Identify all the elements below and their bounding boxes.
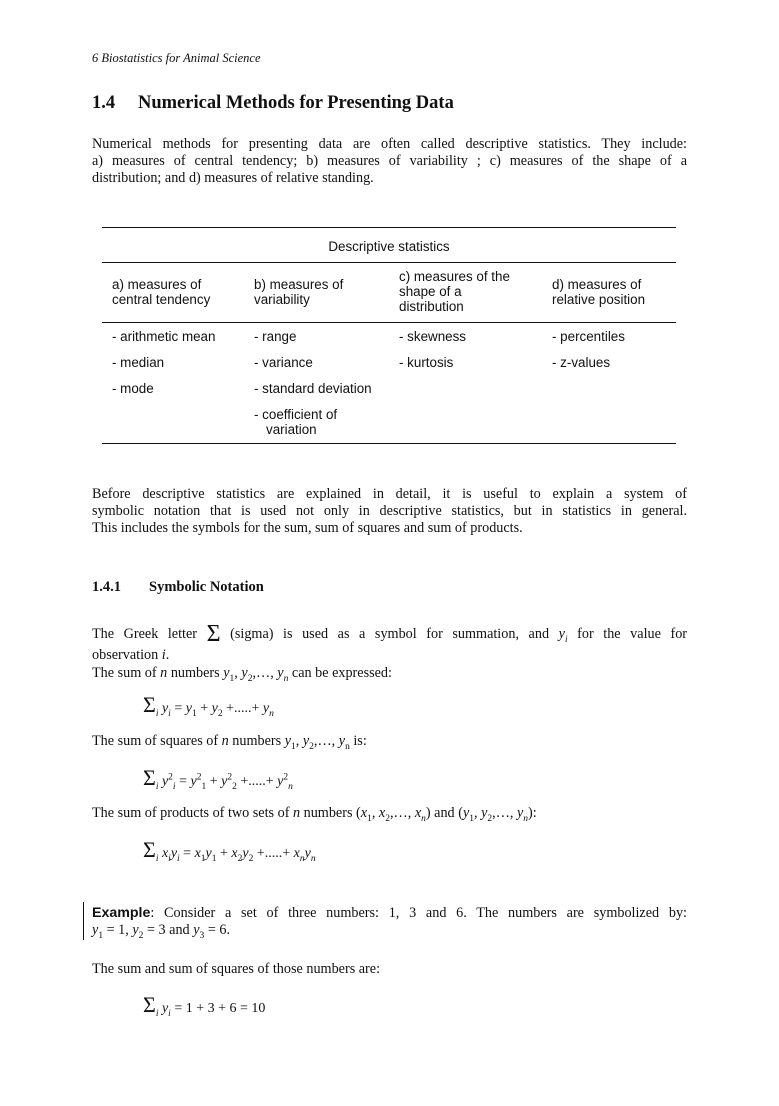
table-cell: - median — [112, 355, 165, 370]
table-cell: - range — [254, 329, 297, 344]
table-header-variability: b) measures of variability — [254, 277, 344, 307]
table-bottom-rule — [102, 443, 676, 444]
intro-paragraph — [92, 136, 687, 187]
sigma-symbol: Σ — [206, 621, 221, 647]
running-header: 6 Biostatistics for Animal Science — [92, 51, 261, 65]
table-cell: - standard deviation — [254, 381, 372, 396]
example-values-line: $y_1 = 1$, $y_2 = 3$ and $y_3 = 6$. — [92, 922, 231, 941]
section-number: 1.4 — [92, 93, 116, 113]
table-header-position: d) measures of relative position — [552, 277, 646, 307]
table-header-central: a) measures of central tendency — [112, 277, 211, 307]
intro-line: distribution; and d) measures of relative standing. — [92, 170, 374, 186]
example-sum-formula: $\Sigma_i$ $y_i = 1 + 3 + 6 = 10$ — [143, 992, 266, 1019]
section-title-text: Numerical Methods for Presenting Data — [138, 93, 454, 113]
table-top-rule — [102, 227, 676, 228]
products-formula: $\Sigma_i$ $x_iy_i = x_1y_1 + x_2y_2$ +.....+ $x_ny_n$ — [143, 837, 316, 864]
subsection-title — [92, 579, 264, 596]
table-cell: - kurtosis — [399, 355, 454, 370]
sum-intro-line: The sum of n numbers $y_1$, $y_2,\dots$, $y_n$ can be expressed: — [92, 665, 392, 684]
table-cell: - mode — [112, 381, 154, 396]
table-cell: - z-values — [552, 355, 611, 370]
table-cell: - variance — [254, 355, 313, 370]
table-cell: - percentiles — [552, 329, 625, 344]
example-label: Example — [92, 905, 151, 921]
squares-intro: The sum of squares of n numbers $y_1$, $y_2,\dots$, $y_n$ is: — [92, 733, 367, 752]
sum-formula: $\Sigma_i$ $y_i = y_1 + y_2$ +.....+ $y_n$ — [143, 692, 274, 719]
subsection-title-text: Symbolic Notation — [149, 579, 264, 595]
example-line: Example: Consider a set of three numbers: 1, 3 and 6. The numbers are symbolized by: — [92, 905, 687, 921]
squares-formula: $\Sigma_i$ $y^2_i = y^2_1 + y^2_2$ +.....+ $y^2_n$ — [143, 765, 293, 792]
table-body-rule — [102, 322, 676, 323]
before-line: Before descriptive statistics are explained in detail, it is useful to explain a system of — [92, 486, 687, 502]
example-sum-intro: The sum and sum of squares of those numbers are: — [92, 961, 381, 977]
table-title: Descriptive statistics — [328, 239, 450, 254]
sigma-paragraph — [92, 622, 687, 682]
sigma-line: The Greek letter Σ (sigma) is used as a symbol for summation, and $y_i$ for the value for — [92, 621, 688, 647]
observation-line: observation i. — [92, 647, 170, 663]
intro-line: Numerical methods for presenting data are often called descriptive statistics. They include: — [92, 136, 687, 152]
example-margin-bar — [83, 902, 84, 940]
table-cell: - arithmetic mean — [112, 329, 216, 344]
products-intro: The sum of products of two sets of n numbers ($x_1$, $x_2,\dots$, $x_n$) and ($y_1$, $y_2,\dots$, $y_n$): — [92, 805, 537, 824]
example-paragraph — [92, 905, 687, 939]
table-cell: - coefficient of variation — [254, 407, 338, 437]
table-header-shape: c) measures of the shape of a distribution — [399, 269, 510, 314]
intro-line: a) measures of central tendency; b) measures of variability ; c) measures of the shape of a — [92, 153, 687, 169]
before-line: symbolic notation that is used not only in descriptive statistics, but in statistics in general. — [92, 503, 687, 519]
subsection-number: 1.4.1 — [92, 579, 121, 595]
table-cell: - skewness — [399, 329, 466, 344]
table-header-rule — [102, 262, 676, 263]
section-title — [92, 93, 454, 114]
before-paragraph — [92, 486, 687, 537]
before-line: This includes the symbols for the sum, sum of squares and sum of products. — [92, 520, 523, 536]
